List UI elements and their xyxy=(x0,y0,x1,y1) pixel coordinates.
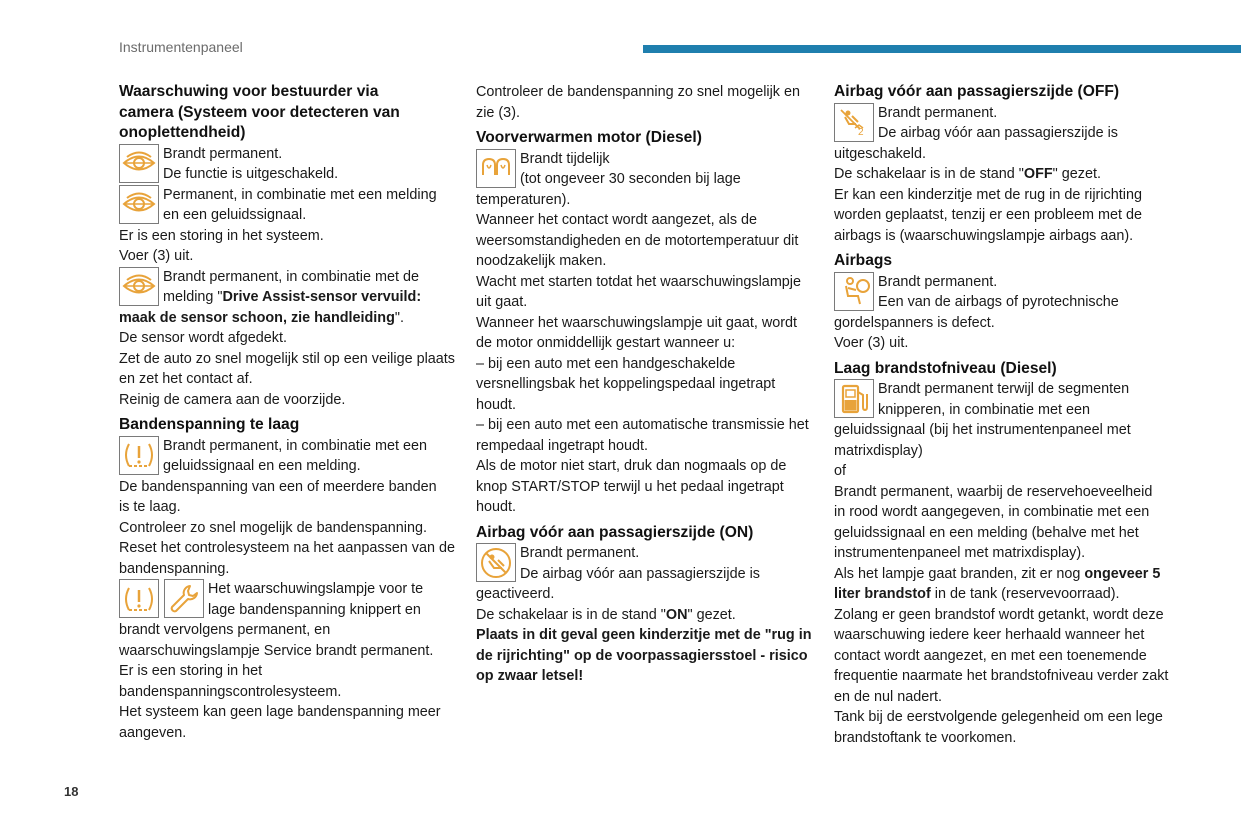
line: Het systeem kan geen lage bandenspanning meer xyxy=(119,704,441,720)
line: Er is een storing in het systeem. xyxy=(119,227,324,244)
line: waarschuwingslampje Service brandt permanent. xyxy=(119,642,434,659)
line: Brandt permanent. xyxy=(520,545,640,561)
section-title-tyre-pressure: Bandenspanning te laag xyxy=(119,416,300,433)
line: Brandt permanent. xyxy=(878,273,998,290)
line: De bandenspanning van een of meerdere banden xyxy=(119,478,437,495)
line: De functie is uitgeschakeld. xyxy=(163,166,339,182)
line: Wanneer het waarschuwingslampje uit gaat, wordt xyxy=(476,314,798,331)
line: temperaturen). xyxy=(476,191,571,208)
section-title-glow-plug: Voorverwarmen motor (Diesel) xyxy=(476,129,702,146)
section-title-airbags: Airbags xyxy=(834,252,893,269)
line: gordelspanners is defect. xyxy=(834,314,995,331)
line: Controleer de bandenspanning zo snel mogelijk en xyxy=(476,84,801,100)
warning-line: de rijrichting" op de voorpassagiersstoel - risico xyxy=(476,647,808,664)
line: Brandt permanent, in combinatie met een xyxy=(163,437,427,454)
line: – bij een auto met een automatische transmissie het xyxy=(476,417,809,433)
line: Zolang er geen brandstof wordt getankt, wordt deze xyxy=(834,606,1164,623)
line: is te laag. xyxy=(119,499,181,515)
section-title-airbag-off: Airbag vóór aan passagierszijde (OFF) xyxy=(834,83,1120,100)
line: Als de motor niet start, druk dan nogmaals op de xyxy=(476,458,787,474)
line: waarschuwing iedere keer herhaald wanneer het xyxy=(834,627,1145,643)
line: Een van de airbags of pyrotechnische xyxy=(878,294,1119,310)
line: Er kan een kinderzitje met de rug in de rijrichting xyxy=(834,186,1142,203)
section-title-driver-attention: Waarschuwing voor bestuurder via camera (Systeem voor detecteren van onoplettendheid) xyxy=(119,83,400,141)
line: worden geplaatst, tenzij er een probleem met de xyxy=(834,207,1142,223)
line: brandt vervolgens permanent, en xyxy=(119,622,331,638)
line: of xyxy=(834,463,847,479)
passenger-airbag-off-icon xyxy=(834,103,874,142)
line: geluidssignaal en een melding. xyxy=(163,458,361,474)
line: knipperen, in combinatie met een xyxy=(878,401,1090,418)
warning-line: Plaats in dit geval geen kinderzitje met de "rug in xyxy=(476,627,812,643)
line: bandenspanningscontrolesysteem. xyxy=(119,683,342,700)
tyre-pressure-icon xyxy=(119,436,159,475)
line: Brandt permanent, waarbij de reservehoeveelheid xyxy=(834,483,1153,500)
header-accent-bar xyxy=(643,45,1241,53)
line: Brandt permanent. xyxy=(163,145,283,162)
warning-row xyxy=(119,579,459,620)
line: uitgeschakeld. xyxy=(834,145,927,162)
line: – bij een auto met een handgeschakelde xyxy=(476,355,736,372)
glow-plug-icon xyxy=(476,149,516,188)
line: lage bandenspanning knippert en xyxy=(208,601,421,618)
warning-line: op zwaar letsel! xyxy=(476,668,584,684)
line: Brandt permanent. xyxy=(878,104,998,121)
warning-row xyxy=(119,267,459,308)
column-2 xyxy=(476,82,816,687)
line: Brandt permanent terwijl de segmenten xyxy=(878,381,1130,397)
line: en een geluidssignaal. xyxy=(163,207,307,223)
line: Tank bij de eerstvolgende gelegenheid om een lege xyxy=(834,709,1163,725)
line: contact wordt aangezet, en met een toenemende xyxy=(834,647,1147,664)
line: Reinig de camera aan de voorzijde. xyxy=(119,391,346,408)
line: en zet het contact af. xyxy=(119,371,253,387)
line: knop START/STOP terwijl u het pedaal ingetrapt xyxy=(476,478,784,495)
line: frequentie naarmate het brandstofniveau verder zakt xyxy=(834,668,1169,684)
column-3 xyxy=(834,82,1174,748)
line: Voer (3) uit. xyxy=(119,248,194,264)
warning-row xyxy=(119,185,459,226)
line: Er is een storing in het xyxy=(119,663,263,679)
line: Reset het controlesysteem na het aanpassen van de xyxy=(119,540,455,556)
warning-row xyxy=(834,272,1174,313)
line: Het waarschuwingslampje voor te xyxy=(208,581,424,597)
line: zie (3). xyxy=(476,104,520,121)
line: De schakelaar is in de stand "ON" gezet. xyxy=(476,606,736,623)
warning-row xyxy=(834,103,1174,144)
line: De airbag vóór aan passagierszijde is xyxy=(878,125,1118,141)
line: Brandt tijdelijk xyxy=(520,150,610,167)
line: maak de sensor schoon, zie handleiding". xyxy=(119,309,404,326)
line: brandstoftank te voorkomen. xyxy=(834,729,1017,746)
tyre-pressure-icon xyxy=(119,579,159,618)
driver-attention-eye-icon xyxy=(119,185,159,224)
section-title-airbag-on: Airbag vóór aan passagierszijde (ON) xyxy=(476,523,754,541)
line: uit gaat. xyxy=(476,294,528,310)
line: Als het lampje gaat branden, zit er nog ongeveer 5 xyxy=(834,565,1161,582)
line: melding "Drive Assist-sensor vervuild: xyxy=(163,289,422,305)
warning-row xyxy=(476,543,816,584)
line: Brandt permanent, in combinatie met de xyxy=(163,268,419,285)
line: De airbag vóór aan passagierszijde is xyxy=(520,565,760,582)
line: geluidssignaal (bij het instrumentenpaneel met xyxy=(834,422,1131,438)
line: De schakelaar is in de stand "OFF" gezet. xyxy=(834,166,1101,182)
driver-attention-eye-icon xyxy=(119,144,159,183)
airbags-icon xyxy=(834,272,874,311)
fuel-pump-icon xyxy=(834,379,874,418)
passenger-airbag-on-icon xyxy=(476,543,516,582)
line: instrumentenpaneel met matrixdisplay). xyxy=(834,545,1086,561)
line: Permanent, in combinatie met een melding xyxy=(163,186,437,203)
line: Wacht met starten totdat het waarschuwingslampje xyxy=(476,273,802,290)
line: houdt. xyxy=(476,499,517,515)
line: en de nul nadert. xyxy=(834,688,943,705)
warning-row xyxy=(119,436,459,477)
line: Controleer zo snel mogelijk de bandenspanning. xyxy=(119,519,428,536)
section-title-low-fuel: Laag brandstofniveau (Diesel) xyxy=(834,359,1057,377)
running-header: Instrumentenpaneel xyxy=(119,39,243,55)
line: De sensor wordt afgedekt. xyxy=(119,330,287,346)
line: Zet de auto zo snel mogelijk stil op een veilige plaats xyxy=(119,350,455,367)
svg-text:2: 2 xyxy=(858,127,864,138)
line: bandenspanning. xyxy=(119,560,230,577)
line: liter brandstof in de tank (reservevoorraad). xyxy=(834,586,1120,602)
line: matrixdisplay) xyxy=(834,442,923,459)
line: geluidssignaal en een melding (behalve met het xyxy=(834,524,1139,541)
line: houdt. xyxy=(476,396,517,413)
line: geactiveerd. xyxy=(476,586,555,602)
column-1 xyxy=(119,82,459,743)
line: noodzakelijk maken. xyxy=(476,253,607,269)
page-number: 18 xyxy=(64,784,79,799)
warning-row xyxy=(834,379,1174,420)
line: versnellingsbak het koppelingspedaal ingetrapt xyxy=(476,376,776,392)
service-wrench-icon xyxy=(164,579,204,618)
line: in rood wordt aangegeven, in combinatie met een xyxy=(834,504,1150,520)
warning-row xyxy=(476,149,816,190)
line: aangeven. xyxy=(119,724,187,741)
line: rempedaal ingetrapt houdt. xyxy=(476,437,649,454)
driver-attention-eye-icon xyxy=(119,267,159,306)
line: de motor onmiddellijk gestart wanneer u: xyxy=(476,335,736,351)
line: Wanneer het contact wordt aangezet, als de xyxy=(476,212,758,228)
line: weersomstandigheden en de motortemperatuur dit xyxy=(476,232,799,249)
line: Voer (3) uit. xyxy=(834,335,909,351)
line: (tot ongeveer 30 seconden bij lage xyxy=(520,171,741,187)
warning-row xyxy=(119,144,459,185)
line: airbags is (waarschuwingslampje airbags aan). xyxy=(834,227,1134,244)
